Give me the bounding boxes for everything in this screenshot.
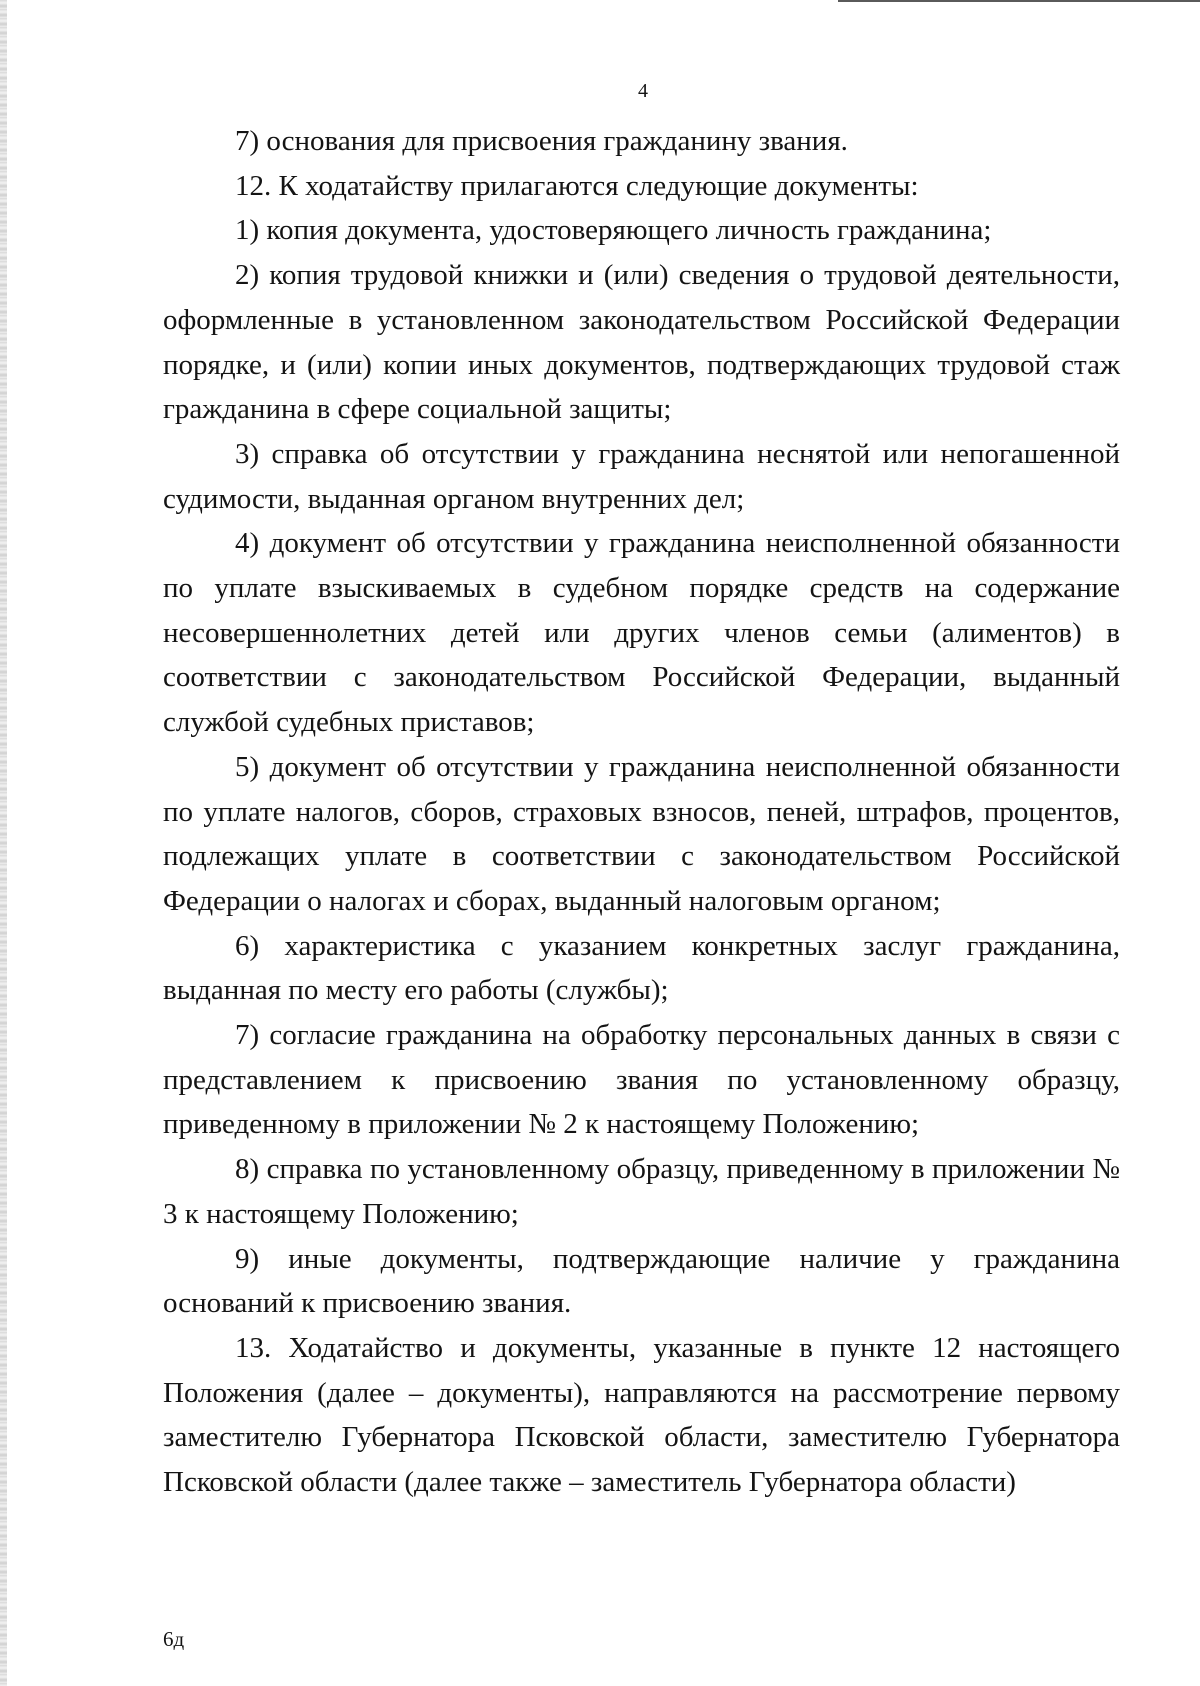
paragraph-item-8: 8) справка по установленному образцу, приведенному в приложении № 3 к настоящему Положению;: [163, 1153, 1120, 1230]
paragraph-13: 13. Ходатайство и документы, указанные в пункте 12 настоящего Положения (далее – документы), направляются на рассмотрение первому заместителю Губернатора Псковской области, заместителю Губернатора Псковской области (далее также – заместитель Губернатора области): [163, 1331, 1120, 1499]
top-rule: [838, 0, 1200, 2]
footer-code: 6д: [163, 1627, 185, 1651]
paragraph-item-4: 4) документ об отсутствии у гражданина неисполненной обязанности по уплате взыскиваемых в судебном порядке средств на содержание несовершеннолетних детей или других членов семьи (алиментов) в соответствии с законодательством Российской Федерации, выданный службой судебных приставов;: [163, 527, 1120, 739]
paragraph-item-6: 6) характеристика с указанием конкретных заслуг гражданина, выданная по месту его работы (службы);: [163, 929, 1120, 1007]
paragraph-item-5: 5) документ об отсутствии у гражданина неисполненной обязанности по уплате налогов, сборов, страховых взносов, пеней, штрафов, процентов, подлежащих уплате в соответствии с законодательством Российской Федерации о налогах и сборах, выданный налоговым органом;: [163, 750, 1120, 917]
paragraph-item-2: 2) копия трудовой книжки и (или) сведения о трудовой деятельности, оформленные в установленном законодательством Российской Федерации порядке, и (или) копии иных документов, подтверждающих трудовой стаж гражданина в сфере социальной защиты;: [163, 259, 1120, 426]
paragraph-item-9: 9) иные документы, подтверждающие наличие у гражданина оснований к присвоению звания.: [163, 1242, 1120, 1320]
paragraph-item-7-basis: 7) основания для присвоения гражданину звания.: [235, 125, 848, 157]
paragraph-12-heading: 12. К ходатайству прилагаются следующие документы:: [235, 169, 919, 202]
page-number: 4: [638, 80, 648, 102]
document-body: [163, 119, 1120, 1505]
paragraph-item-7-consent: 7) согласие гражданина на обработку персональных данных в связи с представлением к присвоению звания по установленному образцу, приведенному в приложении № 2 к настоящему Положению;: [163, 1019, 1120, 1141]
paragraph-item-1: 1) копия документа, удостоверяющего личность гражданина;: [235, 214, 992, 247]
scan-edge: [0, 0, 7, 1686]
paragraph-item-3: 3) справка об отсутствии у гражданина неснятой или непогашенной судимости, выданная органом внутренних дел;: [163, 437, 1120, 515]
